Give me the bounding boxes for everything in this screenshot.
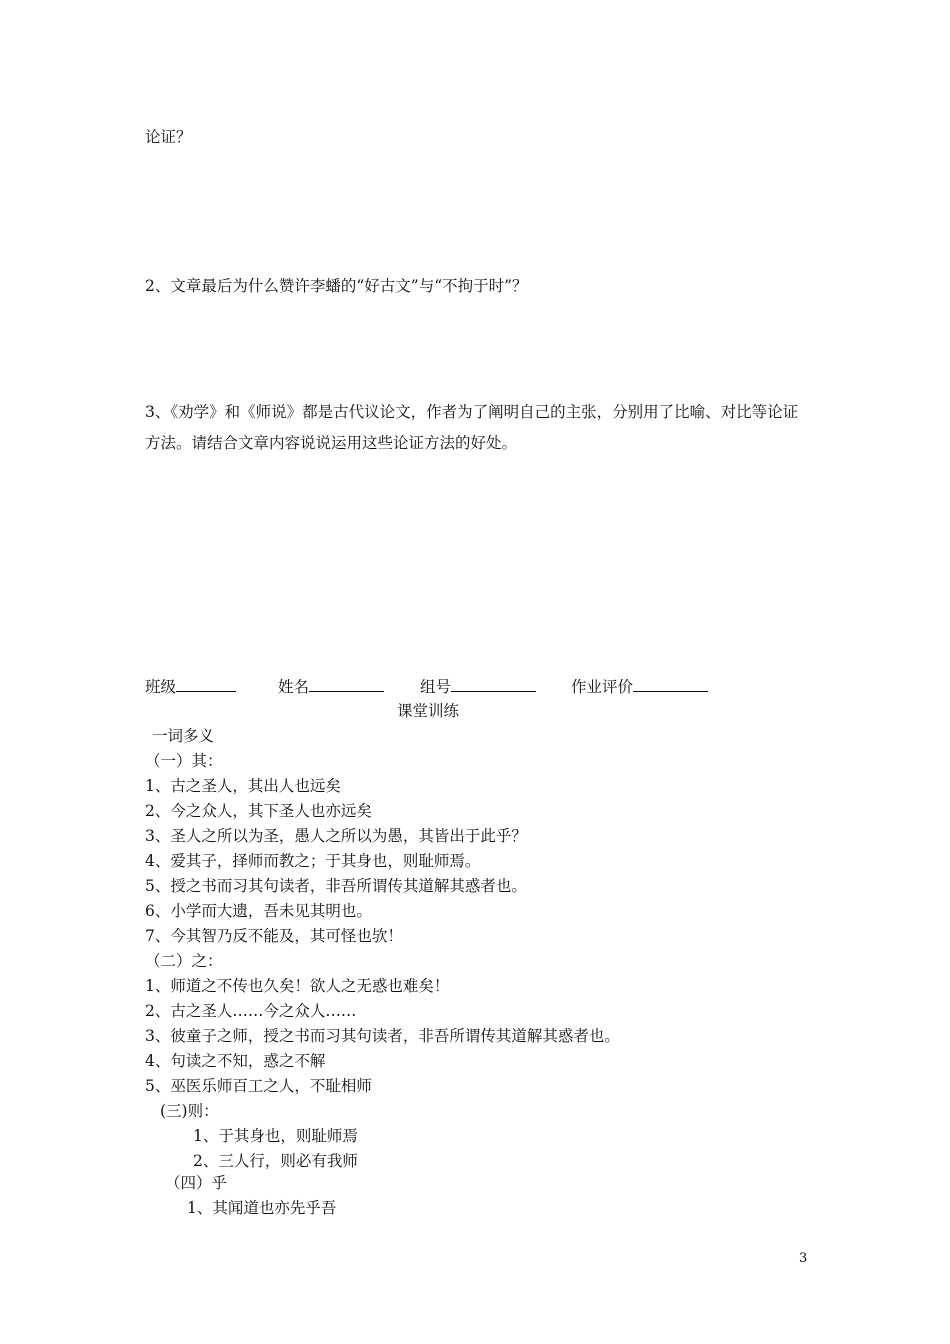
list-item: 1、于其身也，则耻师焉: [193, 1127, 358, 1145]
group-label-zhi: （二）之：: [145, 952, 223, 970]
list-item: 1、师道之不传也久矣！欲人之无惑也难矣！: [145, 977, 450, 995]
group-label-qi: （一）其：: [145, 752, 223, 770]
page-number: 3: [799, 1251, 808, 1266]
name-blank[interactable]: [309, 676, 384, 692]
grade-label: 作业评价: [571, 678, 634, 696]
group-blank[interactable]: [451, 676, 536, 692]
list-item: 5、授之书而习其句读者，非吾所谓传其道解其惑者也。: [145, 877, 527, 895]
list-item: 3、彼童子之师，授之书而习其句读者，非吾所谓传其道解其惑者也。: [145, 1027, 620, 1045]
group-field: [420, 676, 536, 697]
section-heading: 一词多义: [152, 727, 215, 745]
list-item: 1、其闻道也亦先乎吾: [187, 1199, 337, 1217]
list-item: 2、三人行，则必有我师: [193, 1152, 358, 1170]
grade-blank[interactable]: [633, 676, 708, 692]
list-item: 4、爱其子，择师而教之；于其身也，则耻师焉。: [145, 852, 481, 870]
class-label: 班级: [145, 678, 177, 696]
class-blank[interactable]: [176, 676, 236, 692]
class-field: [145, 676, 236, 697]
grade-field: [571, 676, 708, 697]
group-label: 组号: [420, 678, 452, 696]
group-label-hu: （四）乎: [165, 1174, 228, 1192]
list-item: 5、巫医乐师百工之人，不耻相师: [145, 1077, 372, 1095]
list-item: 3、圣人之所以为圣，愚人之所以为愚，其皆出于此乎？: [145, 827, 527, 845]
question-1-continuation: 论证？: [145, 128, 192, 146]
list-item: 1、古之圣人，其出人也远矣: [145, 777, 341, 795]
list-item: 4、句读之不知，惑之不解: [145, 1052, 326, 1070]
name-field: [278, 676, 384, 697]
question-3: 3、《劝学》和《师说》都是古代议论文，作者为了阐明自己的主张，分别用了比喻、对比等论证方法。请结合文章内容说说运用这些论证方法的好处。: [145, 403, 799, 452]
group-label-ze: (三)则：: [160, 1102, 219, 1120]
list-item: 2、古之圣人……今之众人……: [145, 1002, 357, 1020]
list-item: 2、今之众人，其下圣人也亦远矣: [145, 802, 372, 820]
list-item: 7、今其智乃反不能及，其可怪也欤！: [145, 927, 403, 945]
question-2: 2、文章最后为什么赞许李蟠的“好古文”与“不拘于时”？: [145, 277, 528, 295]
section-title: 课堂训练: [397, 702, 460, 720]
list-item: 6、小学而大遗，吾未见其明也。: [145, 902, 372, 920]
name-label: 姓名: [278, 678, 310, 696]
